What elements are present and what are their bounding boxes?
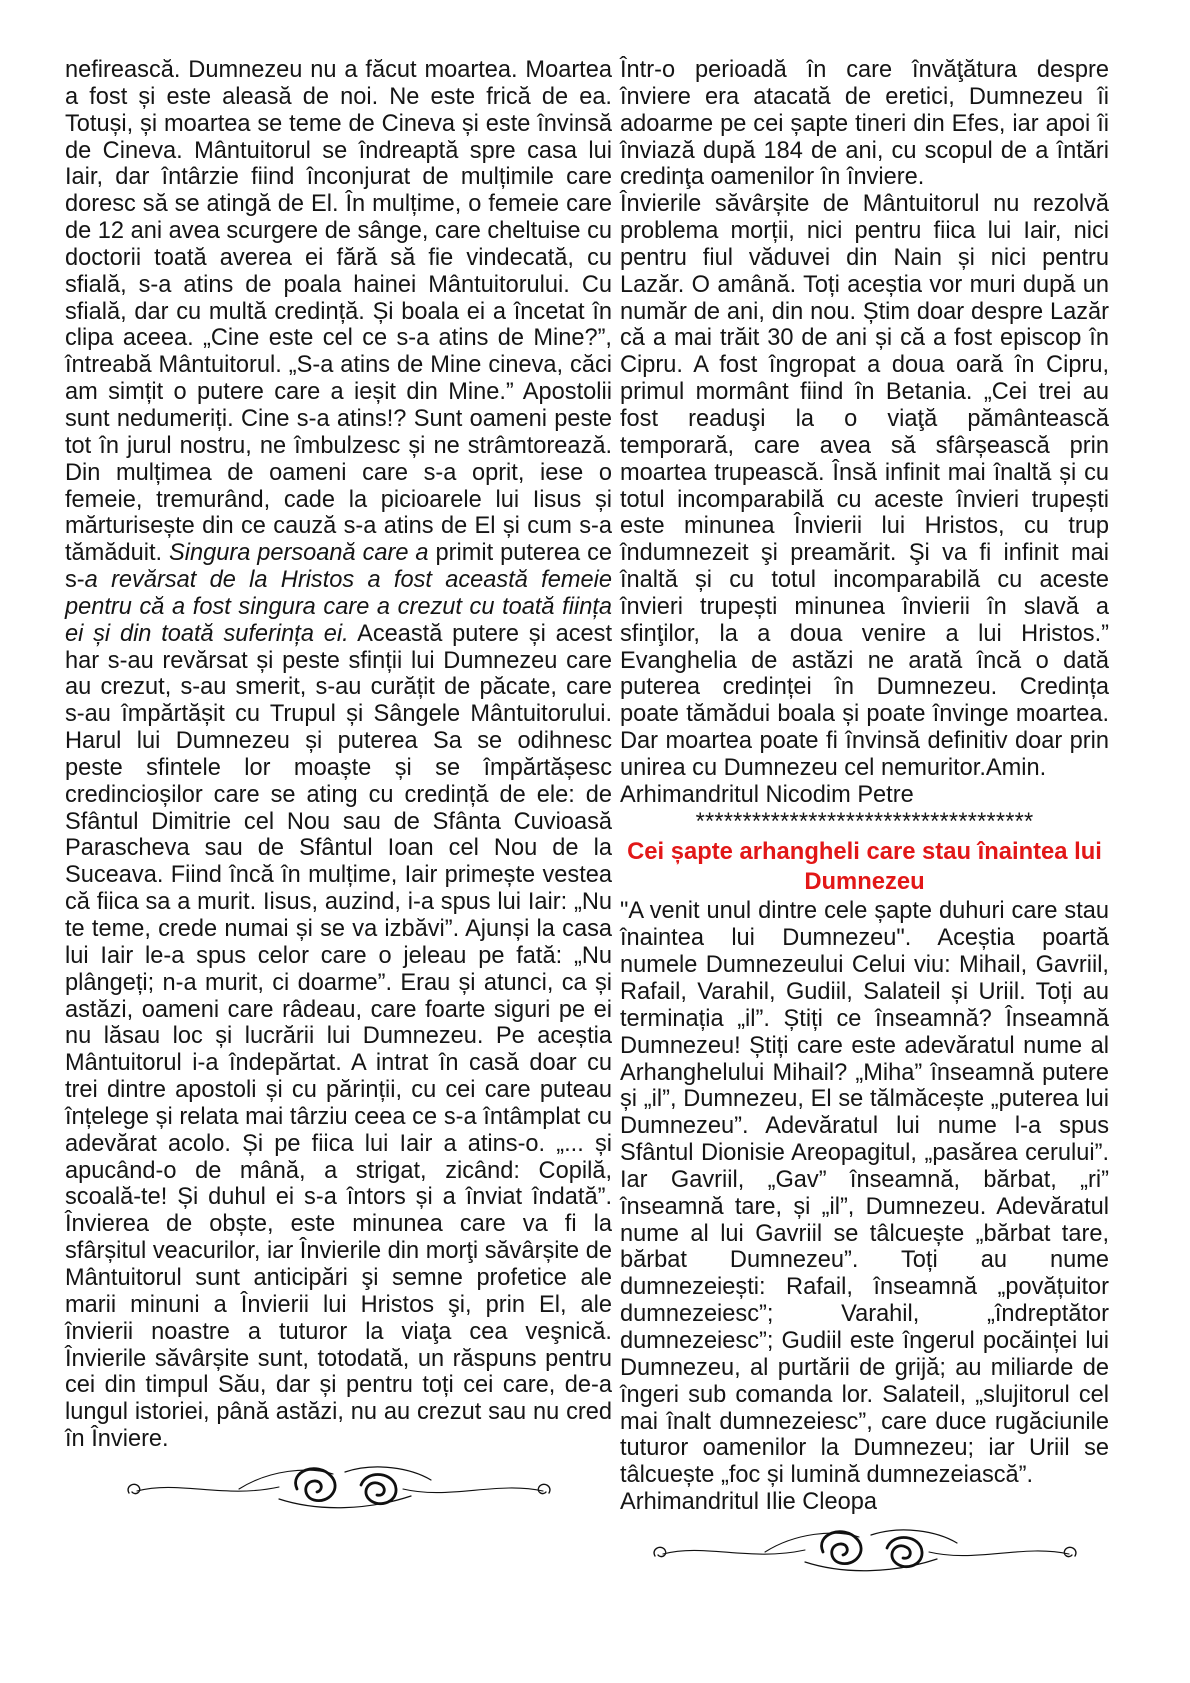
author-byline-nicodim: Arhimandritul Nicodim Petre <box>620 781 914 808</box>
article-paragraph-1: Într-o perioadă în care învăţătura despre înviere era atacată de eretici, Dumnezeu îi adoarme pe cei șapte tineri din Efes, iar apoi îi înviază după 184 de ani, cu scopul de a întări credinţa oamenilor în înviere. <box>620 57 1109 191</box>
article-paragraph-3: "A venit unul dintre cele șapte duhuri care stau înaintea lui Dumnezeu". Aceștia poartă numele Dumnezeului Celui viu: Mihail, Gavriil, Rafail, Varahil, Gudiil, Salateil și Uriil. Toți au terminația „il”. Știți ce înseamnă? Înseamnă Dumnezeu! Știți care este adevăratul nume al Arhanghelului Mihail? „Miha” înseamnă putere și „il”, Dumnezeu, El se tălmăcește „puterea lui Dumnezeu”. Adevăratul lui nume l-a spus Sfântul Dionisie Areopagitul, „pasărea cerului”. Iar Gavriil, „Gav” înseamnă, bărbat, „ri” înseamnă tare, și „il”, Dumnezeu. Adevăratul nume al lui Gavriil se tâlcuește „bărbat tare, bărbat Dumnezeu”. Toți au nume dumnezeiești: Rafail, înseamnă „povățuitor dumnezeiesc”; Varahil, „îndreptător dumnezeiesc”; Gudiil este îngerul pocăinței lui Dumnezeu, al purtării de grijă; au miliarde de îngeri sub comanda lor. Salateil, „slujitorul cel mai înalt dumnezeiesc”, care duce rugăciunile tuturor oamenilor la Dumnezeu; iar Uriil se tâlcuește „foc și lumină dumnezeiască”. <box>620 898 1109 1489</box>
author-byline-cleopa: Arhimandritul Ilie Cleopa <box>620 1489 878 1516</box>
swirl-ornament-icon <box>645 1525 1085 1577</box>
asterisk-separator: ************************************ <box>695 808 1034 835</box>
article-body-left: nefirească. Dumnezeu nu a făcut moartea. Moartea a fost și este aleasă de noi. Ne este frică de ea. Totuși, și moartea se teme de Cineva și este învinsă de Cineva. Mântuitorul se îndreaptă spre casa lui Iair, dar întârzie fiind înconjurat de mulțimile care doresc să se atingă de El. În mulțime, o femeie care de 12 ani avea scurgere de sânge, care cheltuise cu doctorii toată averea ei fără să fie vindecată, cu sfială, s-a atins de poala hainei Mântuitorului. Cu sfială, dar cu multă credință. Și boala ei a încetat în clipa aceea. „Cine este cel ce s-a atins de Mine?”, întreabă Mântuitorul. „S-a atins de Mine cineva, căci am simțit o putere care a ieșit din Mine.” Apostolii sunt nedumeriți. Cine s-a atins!? Sunt oameni peste tot în jurul nostru, ne îmbulzesc și ne strâmtorează. Din mulțimea de oameni care s-a oprit, iese o femeie, tremurând, cade la picioarele lui Iisus și mărturisește din ce cauză s-a atins de El și cum s-a tămăduit. Singura persoană care a primit puterea ce s-a revărsat de la Hristos a fost această femeie pentru că a fost singura care a crezut cu toată ființa ei și din toată suferința ei. Această putere și acest har s-au revărsat și peste sfinții lui Dumnezeu care au crezut, s-au smerit, s-au curățit de păcate, care s-au împărtășit cu Trupul și Sângele Mântuitorului. Harul lui Dumnezeu și puterea Sa se odihnesc peste sfintele lor moaște și se împărtășesc credincioșilor care se ating cu credință de ele: de Sfântul Dimitrie cel Nou sau de Sfânta Cuvioasă Parascheva sau de Sfântul Ioan cel Nou de la Suceava. Fiind încă în mulțime, Iair primește vestea că fiica sa a murit. Iisus, auzind, i-a spus lui Iair: „Nu te teme, crede numai și se va izbăvi”. Ajunși la casa lui Iair le-a spus celor care o jeleau pe fată: „Nu plângeți; n-a murit, ci doarme”. Erau și atunci, ca și astăzi, oameni care râdeau, care foarte siguri pe ei nu lăsau loc și lucrării lui Dumnezeu. Pe aceștia Mântuitorul i-a îndepărtat. A intrat în casă doar cu trei dintre apostoli și cu părinții, cu cei care puteau înțelege și relata mai târziu ceea ce s-a întâmplat cu adevărat acolo. Și pe fiica lui Iair a atins-o. „... și apucând-o de mână, a strigat, zicând: Copilă, scoală-te! Și duhul ei s-a întors și a înviat îndată”. Învierea de obște, este minunea care va fi la sfârșitul veacurilor, iar Învierile din morţi săvârșite de Mântuitorul sunt anticipări şi semne profetice ale marii minuni a Învierii lui Hristos şi, prin El, ale învierii noastre a tuturor la viaţa cea veşnică. Învierile săvârșite sunt, totodată, un răspuns pentru cei din timpul Său, dar și pentru toți cei care, de-a lungul istoriei, până astăzi, nu au crezut sau nu cred în Înviere. <box>65 57 613 1453</box>
left-column <box>65 57 612 1514</box>
swirl-ornament-icon <box>119 1462 559 1514</box>
article-paragraph-2: Învierile săvârșite de Mântuitorul nu rezolvă problema morții, nici pentru fiica lui Iair, nici pentru fiul văduvei din Nain și nici pentru Lazăr. O amână. Toți aceștia vor muri după un număr de ani, din nou. Știm doar despre Lazăr că a mai trăit 30 de ani și că a fost episcop în Cipru. A fost îngropat a doua oară în Cipru, primul mormânt fiind în Betania. „Cei trei au fost readuşi la o viaţă pământească temporară, care avea să sfârșească prin moartea trupească. Însă infinit mai înaltă și cu totul incomparabilă cu aceste învieri trupești este minunea Învierii lui Hristos, cu trup îndumnezeit şi preamărit. Şi va fi infinit mai înaltă și cu totul incomparabilă cu aceste învieri trupești minunea învierii în slavă a sfinţilor, la a doua venire a lui Hristos.” Evanghelia de astăzi ne arată încă o dată puterea credinței în Dumnezeu. Credința poate tămădui boala și poate învinge moartea. Dar moartea poate fi învinsă definitiv doar prin unirea cu Dumnezeu cel nemuritor.Amin. <box>620 191 1109 781</box>
flourish-divider-left <box>65 1462 612 1514</box>
right-column <box>620 57 1109 1577</box>
section-heading: Cei șapte arhangheli care stau înaintea lui Dumnezeu <box>627 838 1102 896</box>
flourish-divider-right <box>620 1525 1109 1577</box>
